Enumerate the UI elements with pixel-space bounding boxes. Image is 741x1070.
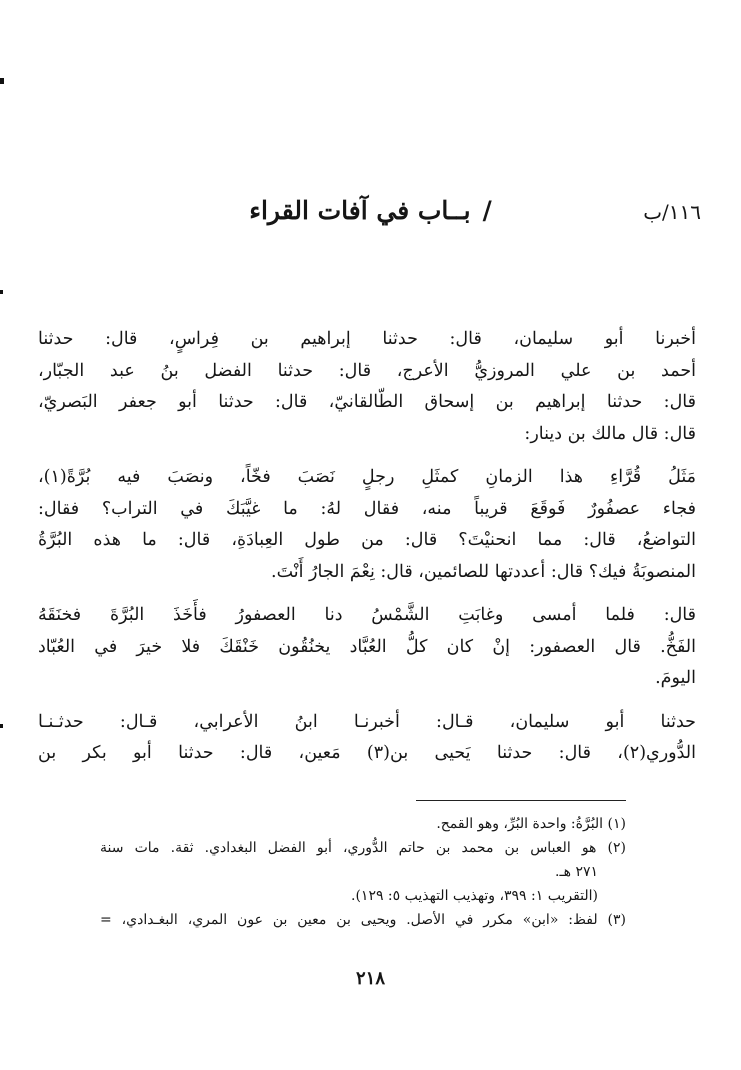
paragraph-3 (38, 600, 696, 695)
text-line: أحمد بن علي المروزيُّ الأعرج، قال: حدثنا الفضل بنُ عبد الجبّار، (38, 360, 696, 381)
paragraph-2 (38, 462, 696, 588)
paragraph-4 (38, 707, 696, 770)
margin-mark (0, 724, 3, 728)
text-line: اليومَ. (655, 668, 696, 688)
main-text (38, 324, 696, 782)
text-line: قال: قال مالك بن دينار: (524, 423, 696, 444)
title-slash: / (482, 196, 492, 225)
folio-number: ١١٦/ب (643, 200, 701, 224)
footnote-2-continued: ٢٧١ هـ. (555, 864, 598, 880)
text-line: الفَخُّ. قال العصفور: إنْ كان كلُّ العُبَّاد يخنُقُون خَنْقَكَ فلا خيرَ في العُبّاد (38, 636, 696, 657)
footnote-2-reference: (التقريب ١: ٣٩٩، وتهذيب التهذيب ٥: ١٢٩). (351, 888, 598, 904)
margin-mark (0, 290, 3, 294)
footnote-3: (٣) لفظ: «ابن» مكرر في الأصل. ويحيى بن معين بن عون المري، البغـدادي، = (100, 912, 626, 928)
chapter-title (40, 196, 701, 225)
margin-mark (0, 78, 4, 84)
text-line: أخبرنا أبو سليمان، قال: حدثنا إبراهيم بن فِراسٍ، قال: حدثنا (38, 329, 696, 349)
footnotes (100, 812, 626, 932)
title-text: بــاب في آفات القراء (249, 196, 471, 225)
footnote-divider (416, 800, 626, 801)
text-line: قال: فلما أمسى وغابَتِ الشَّمْسُ دنا العصفورُ فأَخَذَ البُرَّةَ فخنَقَهُ (38, 605, 696, 625)
paragraph-1 (38, 324, 696, 450)
page-number: ٢١٨ (355, 968, 385, 989)
footnote-1: (١) البُرَّةُ: واحدة البُرِّ، وهو القمح. (436, 816, 626, 832)
text-line: قال: حدثنا إبراهيم بن إسحاق الطّالقانيّ، قال: حدثنا أبو جعفر البَصريّ، (38, 392, 696, 412)
text-line: فجاء عصفُورٌ فَوقَعَ قريباً منه، فقال لهُ: ما غيَّبَكَ في التراب؟ فقال: (38, 498, 696, 519)
text-line: التواضعُ، قال: مما انحنيْتَ؟ قال: من طول العِبادَةِ، قال: ما هذه البُرَّةُ (38, 530, 696, 550)
footnote-2: (٢) هو العباس بن محمد بن حاتم الدُّوري، أبو الفضل البغدادي. ثقة. مات سنة (100, 840, 626, 856)
text-line: الدُّوري(٢)، قال: حدثنا يَحيى بن(٣) مَعين، قال: حدثنا أبو بكر بن (38, 743, 696, 763)
page-header (40, 196, 701, 236)
text-line: مَثَلُ قُرَّاءِ هذا الزمانِ كمثَلِ رجلٍ نَصَبَ فخّاً، ونصَبَ فيه بُرَّةً(١)، (38, 467, 696, 487)
text-line: المنصوبَةُ فيك؟ قال: أعددتها للصائمين، قال: نِعْمَ الجارُ أَنْتَ. (271, 561, 696, 582)
text-line: حدثنا أبو سليمان، قـال: أخبرنـا ابنُ الأعرابي، قـال: حدثـنـا (38, 711, 696, 732)
